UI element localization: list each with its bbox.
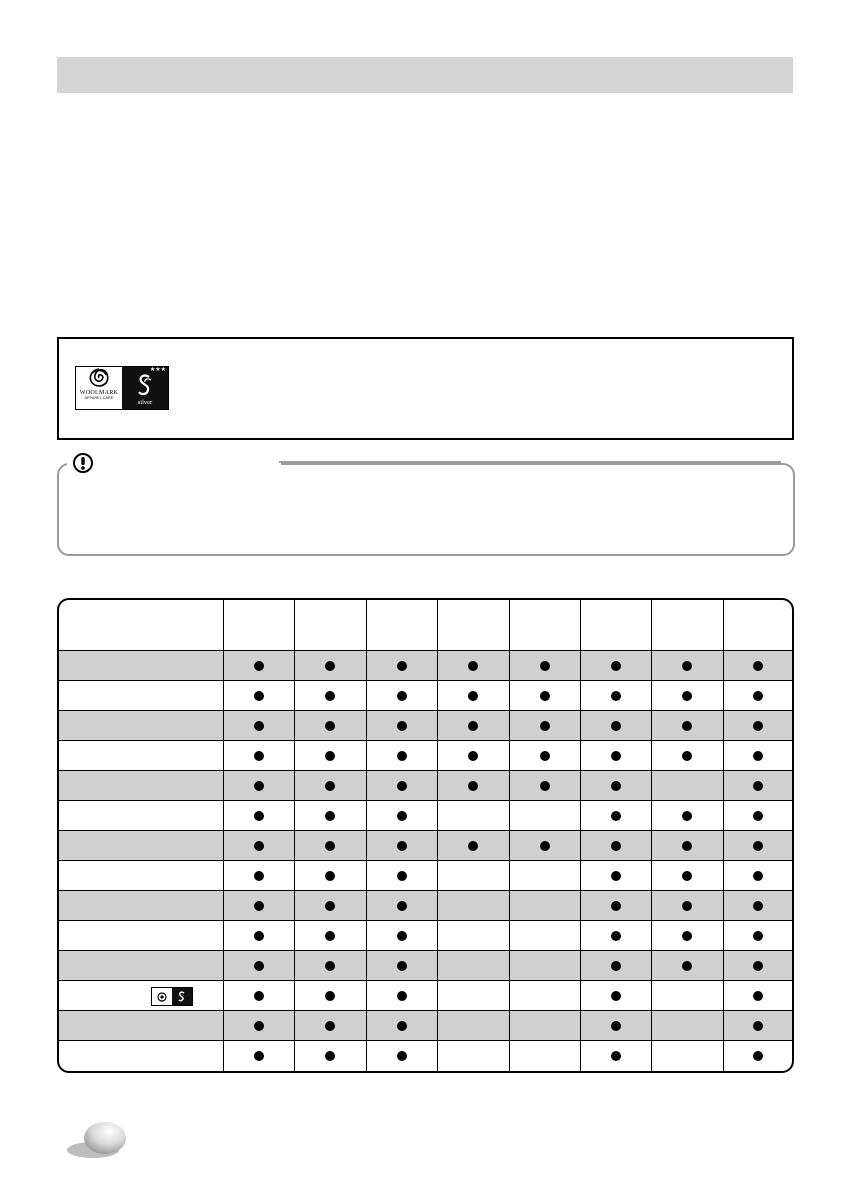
compatibility-dot — [325, 871, 335, 881]
compatibility-dot — [611, 1021, 621, 1031]
table-column-divider — [294, 600, 295, 1071]
compatibility-dot — [611, 931, 621, 941]
compatibility-dot — [682, 961, 692, 971]
compatibility-dot — [254, 871, 264, 881]
compatibility-dot — [540, 721, 550, 731]
table-row — [59, 1010, 792, 1041]
table-row — [59, 770, 792, 801]
compatibility-dot — [753, 961, 763, 971]
compatibility-dot — [397, 751, 407, 761]
table-row — [59, 740, 792, 771]
compatibility-dot — [682, 931, 692, 941]
star-rating: ★★★ — [149, 367, 166, 373]
compatibility-dot — [254, 811, 264, 821]
table-column-divider — [509, 600, 510, 1071]
compatibility-dot — [254, 751, 264, 761]
compatibility-dot — [325, 931, 335, 941]
compatibility-dot — [254, 931, 264, 941]
table-row — [59, 980, 792, 1011]
compatibility-dot — [753, 1021, 763, 1031]
compatibility-dot — [468, 751, 478, 761]
compatibility-dot — [397, 1021, 407, 1031]
compatibility-dot — [397, 901, 407, 911]
compatibility-dot — [325, 721, 335, 731]
compatibility-dot — [611, 841, 621, 851]
compatibility-dot — [753, 811, 763, 821]
compatibility-dot — [682, 691, 692, 701]
compatibility-dot — [397, 841, 407, 851]
compatibility-dot — [611, 811, 621, 821]
compatibility-dot — [397, 781, 407, 791]
compatibility-dot — [468, 661, 478, 671]
exclamation-icon — [73, 453, 93, 473]
table-column-divider — [437, 600, 438, 1071]
compatibility-dot — [397, 721, 407, 731]
compatibility-dot — [611, 781, 621, 791]
table-row — [59, 680, 792, 711]
table-row — [59, 830, 792, 861]
compatibility-dot — [325, 781, 335, 791]
table-column-divider — [366, 600, 367, 1071]
wool-ball-icon — [87, 367, 111, 389]
compatibility-dot — [682, 751, 692, 761]
compatibility-dot — [682, 811, 692, 821]
compatibility-dot — [611, 661, 621, 671]
compatibility-dot — [325, 991, 335, 1001]
compatibility-dot — [325, 901, 335, 911]
compatibility-dot — [611, 751, 621, 761]
compatibility-dot — [540, 661, 550, 671]
compatibility-dot — [325, 751, 335, 761]
compatibility-dot — [325, 1051, 335, 1061]
compatibility-dot — [254, 901, 264, 911]
compatibility-dot — [325, 691, 335, 701]
compatibility-dot — [397, 691, 407, 701]
compatibility-dot — [540, 781, 550, 791]
compatibility-dot — [397, 991, 407, 1001]
compatibility-dot — [254, 721, 264, 731]
compatibility-dot — [254, 991, 264, 1001]
silver-s-icon — [136, 373, 154, 399]
compatibility-dot — [540, 691, 550, 701]
compatibility-dot — [611, 1051, 621, 1061]
compatibility-dot — [397, 811, 407, 821]
compatibility-dot — [397, 871, 407, 881]
compatibility-dot — [254, 661, 264, 671]
program-compatibility-table — [57, 598, 794, 1073]
table-row — [59, 800, 792, 831]
compatibility-dot — [753, 751, 763, 761]
compatibility-dot — [254, 691, 264, 701]
compatibility-dot — [325, 961, 335, 971]
compatibility-dot — [397, 1051, 407, 1061]
table-row — [59, 1040, 792, 1071]
woolmark-subtitle-text: APPAREL CARE — [84, 396, 114, 400]
compatibility-dot — [540, 841, 550, 851]
compatibility-dot — [468, 721, 478, 731]
compatibility-dot — [753, 871, 763, 881]
table-column-divider — [651, 600, 652, 1071]
compatibility-dot — [397, 661, 407, 671]
woolmark-logo — [75, 366, 169, 410]
compatibility-dot — [325, 1021, 335, 1031]
compatibility-dot — [254, 1051, 264, 1061]
table-row — [59, 920, 792, 951]
compatibility-dot — [254, 841, 264, 851]
compatibility-dot — [468, 841, 478, 851]
table-row — [59, 950, 792, 981]
compatibility-dot — [753, 841, 763, 851]
compatibility-dot — [753, 661, 763, 671]
caution-box — [57, 463, 795, 556]
compatibility-dot — [468, 691, 478, 701]
compatibility-dot — [254, 781, 264, 791]
table-column-divider — [723, 600, 724, 1071]
section-header-bar — [57, 57, 793, 93]
woolmark-info-box — [57, 337, 794, 440]
compatibility-dot — [397, 961, 407, 971]
table-header-row — [59, 600, 792, 650]
table-column-divider — [223, 600, 224, 1071]
compatibility-dot — [682, 901, 692, 911]
compatibility-dot — [325, 841, 335, 851]
compatibility-dot — [753, 1051, 763, 1061]
silver-label: silver — [137, 399, 153, 406]
compatibility-dot — [753, 691, 763, 701]
compatibility-dot — [611, 991, 621, 1001]
compatibility-dot — [611, 961, 621, 971]
compatibility-dot — [682, 841, 692, 851]
compatibility-dot — [682, 721, 692, 731]
compatibility-dot — [611, 871, 621, 881]
table-row — [59, 890, 792, 921]
compatibility-dot — [753, 781, 763, 791]
compatibility-dot — [254, 961, 264, 971]
compatibility-dot — [325, 811, 335, 821]
compatibility-dot — [611, 901, 621, 911]
compatibility-dot — [753, 721, 763, 731]
compatibility-dot — [753, 931, 763, 941]
compatibility-dot — [682, 871, 692, 881]
compatibility-dot — [753, 901, 763, 911]
compatibility-dot — [611, 721, 621, 731]
compatibility-dot — [325, 661, 335, 671]
table-row — [59, 650, 792, 681]
compatibility-dot — [540, 751, 550, 761]
compatibility-dot — [397, 931, 407, 941]
table-column-divider — [580, 600, 581, 1071]
compatibility-dot — [468, 781, 478, 791]
caution-title-rule — [279, 461, 781, 463]
compatibility-dot — [611, 691, 621, 701]
table-row — [59, 710, 792, 741]
compatibility-dot — [753, 991, 763, 1001]
page-number-badge — [65, 1121, 127, 1159]
woolmark-mini-logo-icon — [151, 987, 193, 1006]
compatibility-dot — [254, 1021, 264, 1031]
table-row — [59, 860, 792, 891]
compatibility-dot — [682, 661, 692, 671]
woolmark-brand-text: WOOLMARK — [79, 390, 119, 396]
